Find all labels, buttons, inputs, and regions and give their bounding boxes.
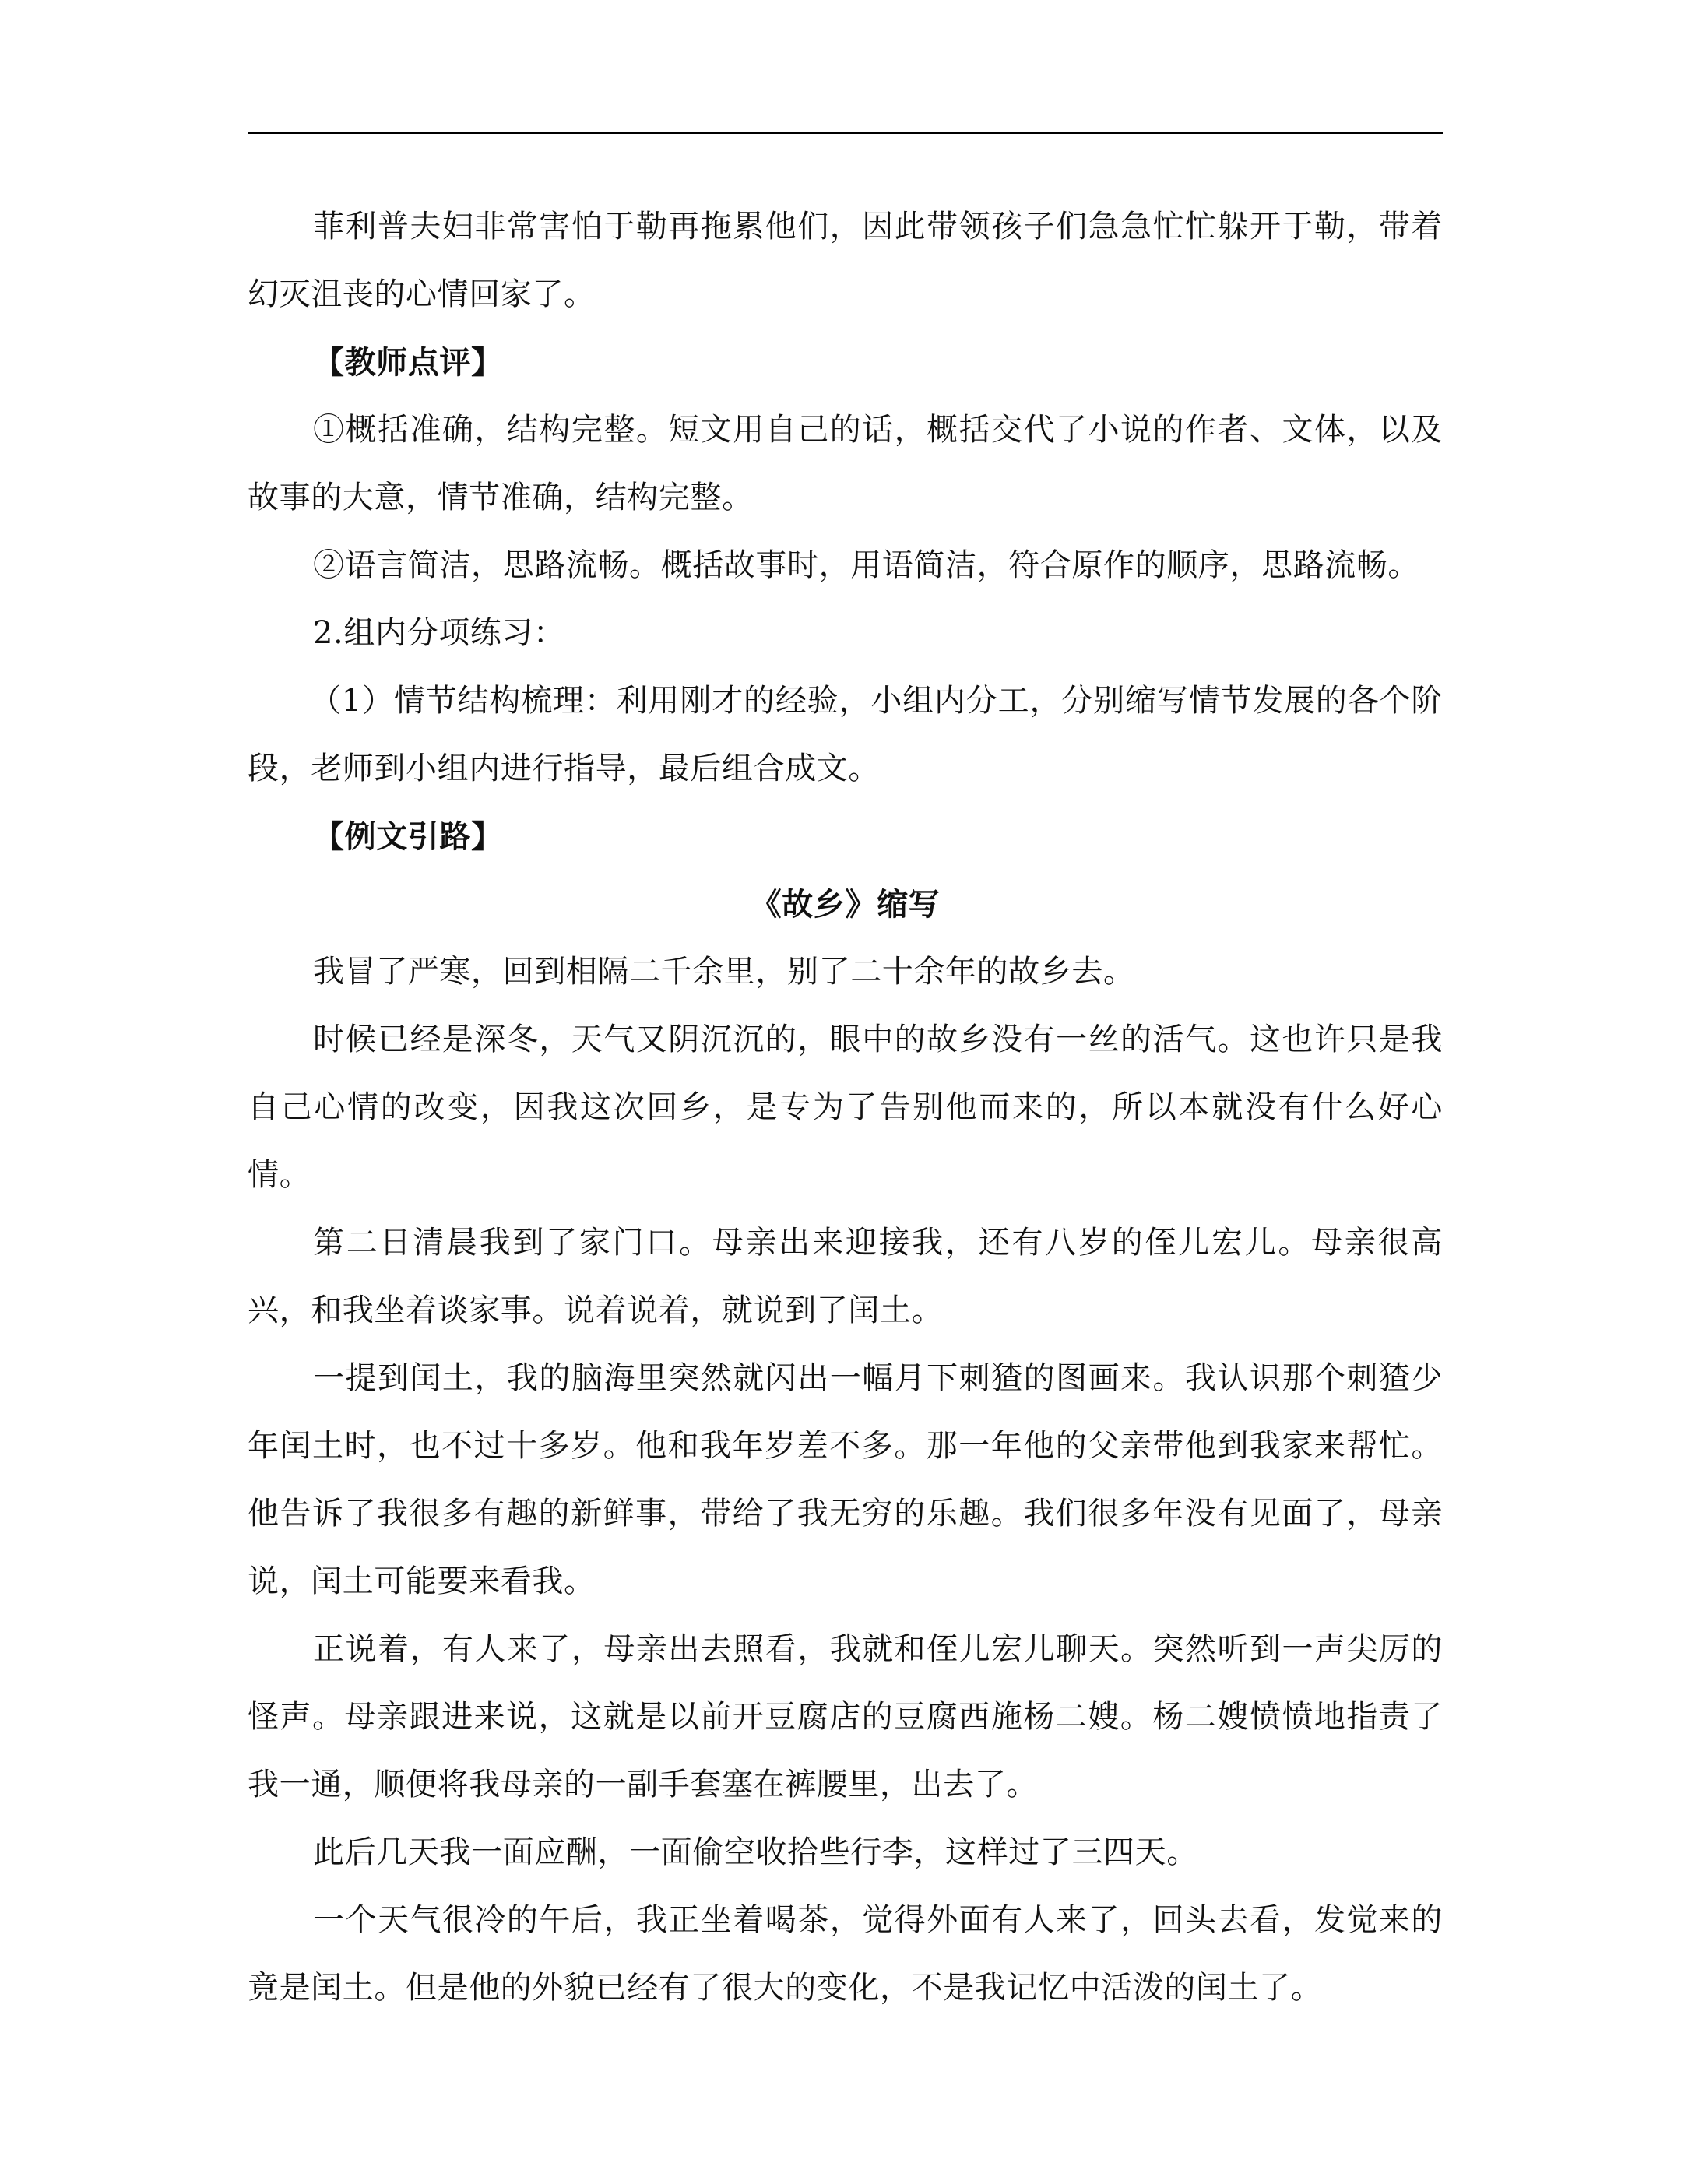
- heading-example-essay: 【例文引路】: [313, 818, 503, 855]
- section-group-practice: 2.组内分项练习：: [313, 615, 565, 651]
- comment-point-1: ①概括准确，结构完整。短文用自己的话，概括交代了小说的作者、文体，以及故事的大意，情节准确，结构完整。: [248, 412, 1443, 515]
- essay-paragraph-1: 我冒了严寒，回到相隔二千余里，别了二十余年的故乡去。: [313, 954, 1135, 990]
- essay-paragraph-4: 一提到闰土，我的脑海里突然就闪出一幅月下刺猹的图画来。我认识那个刺猹少年闰土时，也不过十多岁。他和我年岁差不多。那一年他的父亲带他到我家来帮忙。他告诉了我很多有趣的新鲜事，带给了我无穷的乐趣。我们很多年没有见面了，母亲说，闰土可能要来看我。: [248, 1360, 1443, 1599]
- essay-paragraph-3: 第二日清晨我到了家门口。母亲出来迎接我，还有八岁的侄儿宏儿。母亲很高兴，和我坐着谈家事。说着说着，就说到了闰土。: [248, 1225, 1443, 1328]
- comment-point-2: ②语言简洁，思路流畅。概括故事时，用语简洁，符合原作的顺序，思路流畅。: [313, 547, 1419, 583]
- essay-title: 《故乡》缩写: [750, 886, 941, 923]
- essay-paragraph-2: 时候已经是深冬，天气又阴沉沉的，眼中的故乡没有一丝的活气。这也许只是我自己心情的改变，因我这次回乡，是专为了告别他而来的，所以本就没有什么好心情。: [248, 1022, 1443, 1193]
- essay-paragraph-6: 此后几天我一面应酬，一面偷空收拾些行李，这样过了三四天。: [313, 1834, 1198, 1870]
- document-body: [248, 193, 1443, 2022]
- heading-teacher-comment: 【教师点评】: [313, 344, 503, 381]
- paragraph-summary-ending: 菲利普夫妇非常害怕于勒再拖累他们，因此带领孩子们急急忙忙躲开于勒，带着幻灭沮丧的心情回家了。: [248, 209, 1443, 312]
- header-rule: [248, 132, 1443, 134]
- practice-item-1: （1）情节结构梳理：利用刚才的经验，小组内分工，分别缩写情节发展的各个阶段，老师到小组内进行指导，最后组合成文。: [248, 683, 1443, 786]
- essay-paragraph-5: 正说着，有人来了，母亲出去照看，我就和侄儿宏儿聊天。突然听到一声尖厉的怪声。母亲跟进来说，这就是以前开豆腐店的豆腐西施杨二嫂。杨二嫂愤愤地指责了我一通，顺便将我母亲的一副手套塞在裤腰里，出去了。: [248, 1631, 1443, 1802]
- essay-paragraph-7: 一个天气很冷的午后，我正坐着喝茶，觉得外面有人来了，回头去看，发觉来的竟是闰土。但是他的外貌已经有了很大的变化，不是我记忆中活泼的闰土了。: [248, 1902, 1443, 2006]
